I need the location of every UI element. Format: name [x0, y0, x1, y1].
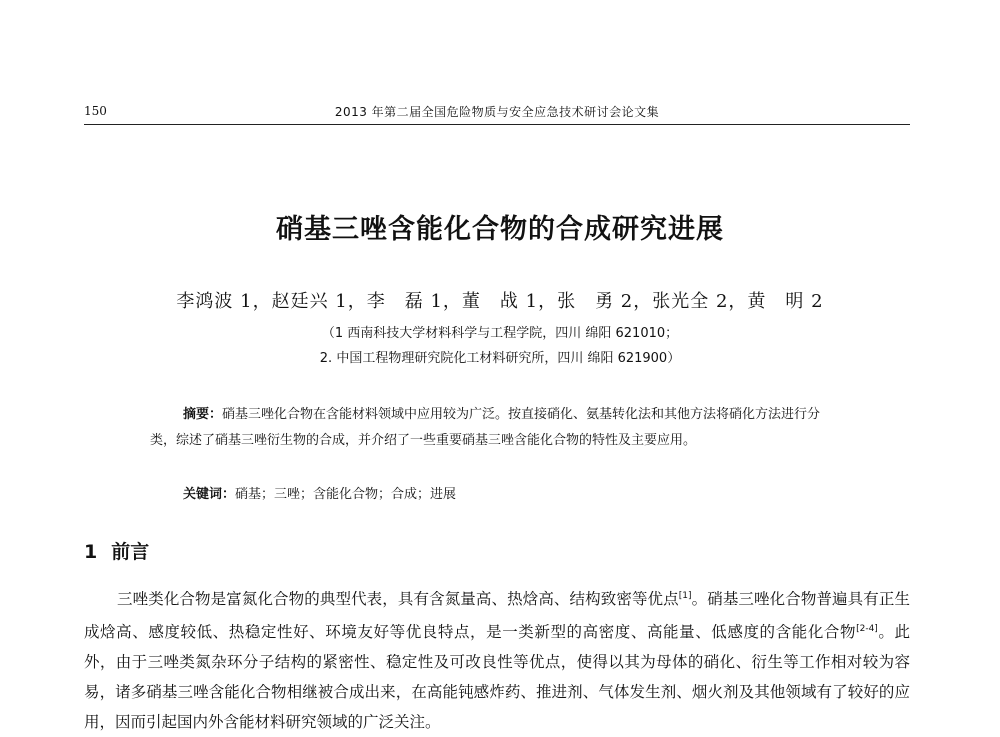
running-header	[84, 100, 910, 125]
body-text-1: 三唑类化合物是富氮化合物的典型代表，具有含氮量高、热焓高、结构致密等优点	[117, 590, 679, 609]
section-number: 1	[84, 541, 98, 563]
author-list: 李鸿波 1，赵廷兴 1，李 磊 1，董 战 1，张 勇 2，张光全 2，黄 明 2	[176, 291, 824, 312]
keywords-label: 关键词：	[183, 487, 236, 502]
keywords	[183, 483, 456, 502]
section-title: 前言	[111, 541, 150, 563]
citation-2: [2-4]	[856, 624, 878, 635]
abstract-label: 摘要：	[183, 407, 223, 422]
affiliation-1: （1 西南科技大学材料科学与工程学院，四川 绵阳 621010；	[321, 326, 679, 341]
body-text-3: 。此外，由于三唑类氮杂环分子结构的紧密性、稳定性及可改良性等优点，使得以其为母体的硝化、衍生等工作相对较为容易，诸多硝基三唑含能化合物相继被合成出来，在高能钝感炸药、推进剂、气体发生剂、烟火剂及其他领域有了较好的应用，因而引起国内外含能材料研究领域的广泛关注。	[84, 623, 910, 732]
running-title: 2013 年第二届全国危险物质与安全应急技术研讨会论文集	[334, 105, 660, 119]
citation-1: [1]	[678, 591, 692, 601]
section-heading	[84, 537, 149, 564]
body-paragraph	[84, 581, 910, 737]
paper-title: 硝基三唑含能化合物的合成研究进展	[276, 214, 724, 245]
abstract	[150, 402, 840, 454]
abstract-text: 硝基三唑化合物在含能材料领域中应用较为广泛。按直接硝化、氨基转化法和其他方法将硝化方法进行分类，综述了硝基三唑衍生物的合成，并介绍了一些重要硝基三唑含能化合物的特性及主要应用。	[150, 407, 821, 448]
affiliation-2: 2. 中国工程物理研究院化工材料研究所，四川 绵阳 621900）	[319, 351, 681, 366]
body-text-2: 。硝基三唑化合物普遍具有正生成焓高、感度较低、热稳定性好、环境友好等优良特点，是一类新型的高密度、高能量、低感度的含能化合物	[84, 590, 910, 642]
page-number: 150	[84, 104, 107, 118]
keywords-text: 硝基；三唑；含能化合物；合成；进展	[235, 487, 457, 502]
